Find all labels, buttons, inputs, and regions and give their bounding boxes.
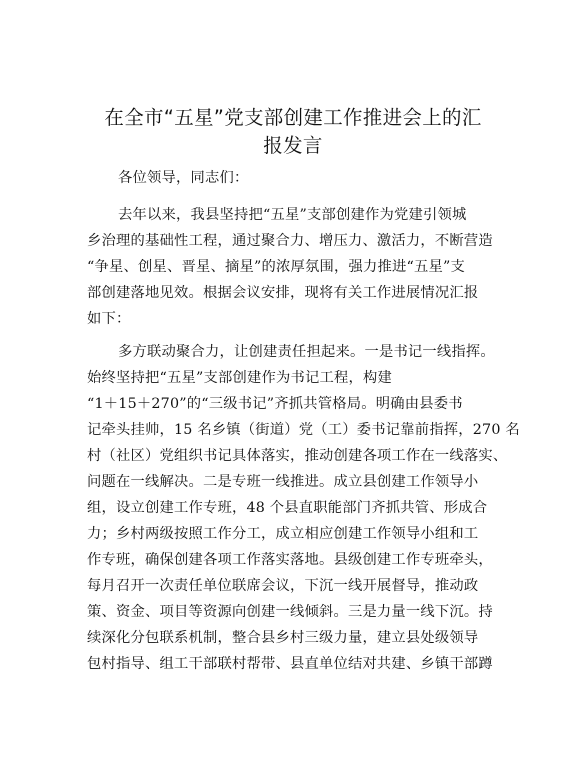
paragraph-2-line: 续深化分包联系机制，整合县乡村三级力量，建立县处级领导	[87, 630, 479, 646]
paragraph-2-line: 始终坚持把“五星”支部创建作为书记工程，构建	[87, 370, 392, 386]
paragraph-1-line: 去年以来，我县坚持把“五星”支部创建作为党建引领城	[118, 207, 467, 223]
paragraph-1-line: “争星、创星、晋星、摘星”的浓厚氛围，强力推进“五星”支	[87, 259, 465, 275]
paragraph-1-line: 乡治理的基础性工程，通过聚合力、增压力、激活力，不断营造	[87, 233, 493, 249]
paragraph-2-line: 包村指导、组工干部联村帮带、县直单位结对共建、乡镇干部蹲	[87, 656, 493, 672]
title-line-2: 报发言	[263, 134, 323, 157]
paragraph-2-line: 力；乡村两级按照工作分工，成立相应创建工作领导小组和工	[87, 526, 479, 542]
paragraph-2-line: 组，设立创建工作专班，48 个县直职能部门齐抓共管、形成合	[87, 500, 488, 516]
title-line-1: 在全市“五星”党支部创建工作推进会上的汇	[104, 106, 482, 129]
paragraph-2-line: 作专班，确保创建各项工作落实落地。县级创建工作专班牵头，	[87, 552, 493, 568]
paragraph-2-line: 问题在一线解决。二是专班一线推进。成立县创建工作领导小	[87, 474, 479, 490]
paragraph-1-line: 如下：	[87, 311, 131, 327]
paragraph-2-line: 多方联动聚合力，让创建责任担起来。一是书记一线指挥。	[118, 344, 495, 360]
document-title	[80, 104, 506, 160]
salutation: 各位领导，同志们：	[118, 170, 249, 186]
paragraph-2-line: 村（社区）党组织书记具体落实，推动创建各项工作在一线落实、	[87, 448, 508, 464]
paragraph-2-line: 策、资金、项目等资源向创建一线倾斜。三是力量一线下沉。持	[87, 604, 493, 620]
paragraph-2-line: “1＋15＋270”的“三级书记”齐抓共管格局。明确由县委书	[87, 396, 463, 412]
paragraph-2-line: 每月召开一次责任单位联席会议，下沉一线开展督导，推动政	[87, 578, 479, 594]
paragraph-1-line: 部创建落地见效。根据会议安排，现将有关工作进展情况汇报	[87, 285, 479, 301]
paragraph-2-line: 记牵头挂帅，15 名乡镇（街道）党（工）委书记靠前指挥，270 名	[87, 422, 520, 438]
